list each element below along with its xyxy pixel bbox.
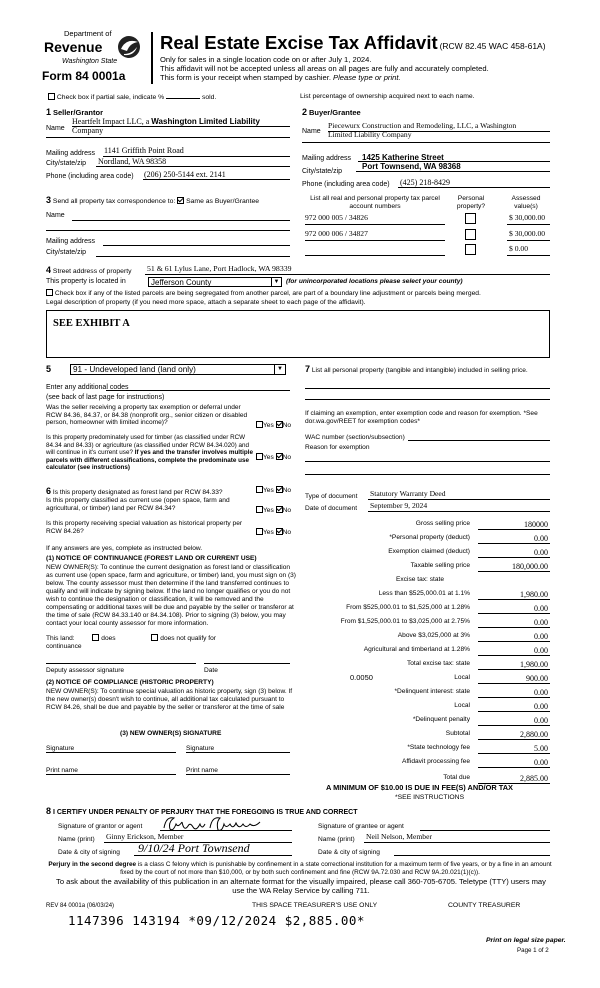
calc-row — [300, 684, 550, 698]
calc-value[interactable]: 0.00 — [478, 632, 550, 642]
no-label: No — [282, 454, 292, 461]
street-address-field[interactable]: 51 & 61 Lylus Lane, Port Hadlock, WA 98339 — [147, 264, 292, 273]
calc-value[interactable]: 0.00 — [478, 534, 550, 544]
yes-label: Yes — [263, 422, 274, 429]
county-value: Jefferson County — [151, 278, 212, 287]
assessed-value-field[interactable]: $ 30,000.00 — [509, 229, 546, 238]
no-label: No — [282, 507, 292, 514]
seller-city-label: City/state/zip — [46, 160, 87, 167]
tax-calculation — [300, 516, 556, 806]
personal-property-field[interactable] — [305, 388, 550, 389]
timber-no-checkbox[interactable] — [276, 453, 283, 460]
seller-name-line1: Heartfelt Impact LLC, a — [72, 117, 150, 126]
calc-row — [300, 544, 550, 558]
grantor-signature-label: Signature of grantor or agent — [58, 823, 143, 830]
seller-phone-label: Phone (including area code) — [46, 173, 134, 180]
header-note-1: Only for sales in a single location code on or after July 1, 2024. — [160, 55, 372, 64]
yes-label: Yes — [263, 507, 274, 514]
buyer-number: 2 — [302, 107, 308, 117]
calc-label: Total due — [443, 774, 470, 782]
seller-name-line1b: Washington Limited Liability — [151, 117, 260, 126]
deputy-date-label: Date — [204, 667, 218, 674]
grantee-date-label: Date & city of signing — [318, 849, 380, 856]
calc-label: Subtotal — [445, 730, 470, 738]
partial-sale-checkbox[interactable] — [48, 93, 55, 100]
calc-value[interactable]: 0.00 — [478, 618, 550, 628]
forest-yes-checkbox[interactable] — [256, 486, 263, 493]
calc-row — [300, 698, 550, 712]
calc-row — [300, 628, 550, 642]
same-as-buyer-label: Same as Buyer/Grantee — [186, 198, 260, 205]
doc-type-label: Type of document — [305, 493, 358, 500]
buyer-phone-label: Phone (including area code) — [302, 181, 390, 188]
parcel-account-header: List all real and personal property tax parcel account numbers — [310, 195, 440, 210]
calc-value[interactable]: 180000 — [478, 520, 550, 530]
dor-logo — [42, 30, 150, 86]
calc-label: Local — [454, 702, 470, 710]
legal-description-box[interactable] — [46, 310, 550, 358]
calc-value[interactable]: 900.00 — [478, 674, 550, 684]
form-number: Form 84 0001a — [42, 69, 126, 83]
grantor-date-label: Date & city of signing — [58, 849, 120, 856]
grantee-name-field[interactable]: Neil Nelson, Member — [366, 832, 433, 841]
grantee-signature-label: Signature of grantee or agent — [318, 823, 404, 830]
parcel-row — [305, 230, 550, 242]
section3-name-field[interactable] — [72, 220, 290, 221]
calc-value[interactable]: 180,000.00 — [478, 562, 550, 572]
forest-land-question: Is this property designated as forest land per RCW 84.33? — [52, 489, 223, 496]
calc-label: Gross selling price — [415, 520, 470, 528]
calc-label: From $1,525,000.01 to $3,025,000 at 2.75% — [340, 618, 470, 626]
calc-row — [300, 754, 550, 768]
calc-value[interactable]: 0.00 — [478, 758, 550, 768]
calc-value[interactable]: 0.00 — [478, 716, 550, 726]
calc-label: Local — [454, 674, 470, 682]
print-name-label: Print name — [46, 767, 78, 774]
parcel-assessed-header: Assessed value(s) — [511, 195, 541, 210]
calc-row — [300, 530, 550, 544]
exemption-reason-label: Reason for exemption — [305, 444, 370, 451]
buyer-city-label: City/state/zip — [302, 168, 343, 175]
exemption-no-checkbox[interactable] — [276, 421, 283, 428]
calc-value[interactable]: 2,885.00 — [478, 774, 550, 784]
grantee-signature-field[interactable] — [420, 830, 550, 831]
section3-mailing-field[interactable] — [103, 245, 290, 246]
perjury-notice — [46, 861, 554, 876]
perjury-text: is a class C felony which is punishable by confinement in a state correctional institution for a maximum term of five years, or by a fine in an amount fixed by the court of not more than $10,000, or by both such confinement and fine (RCW 9A.72.030 and RCW 9A.20.021(1)(c)). — [120, 861, 552, 876]
seller-heading: Seller/Grantor — [52, 108, 103, 117]
form-rcw: (RCW 82.45 WAC 458-61A) — [439, 41, 546, 51]
calc-value[interactable]: 2,880.00 — [478, 730, 550, 740]
doc-date-field[interactable]: September 9, 2024 — [370, 501, 428, 510]
calc-value[interactable]: 5.00 — [478, 744, 550, 754]
calc-row — [300, 614, 550, 628]
calc-row — [300, 572, 550, 586]
section8-number: 8 — [46, 806, 52, 816]
county-treasurer-label: COUNTY TREASURER — [448, 902, 521, 909]
parcel-account-field[interactable]: 972 000 005 / 34826 — [305, 213, 368, 222]
does-label: does — [101, 635, 116, 642]
exemption-yes-checkbox[interactable] — [256, 421, 263, 428]
page-number: Page 1 of 2 — [517, 947, 549, 954]
calc-row — [300, 558, 550, 572]
partial-sale-label: Check box if partial sale, indicate % — [56, 94, 165, 101]
land-use-select[interactable] — [70, 364, 286, 375]
timber-question — [46, 434, 256, 472]
list-pct-note: List percentage of ownership acquired next to each name. — [300, 93, 475, 100]
buyer-city-field[interactable]: Port Townsend, WA 98368 — [362, 162, 461, 171]
calc-label: *State technology fee — [407, 744, 470, 752]
parcel-personal-header: Personal property? — [456, 195, 486, 210]
does-not-checkbox[interactable] — [151, 634, 158, 641]
notice-continuance-body: NEW OWNER(S): To continue the current designation as forest land or classification as current use (open space, farm and agriculture, or timber) land, you must sign on (3) below. The county assessor must then determine if the land transferred continues to qualify and will indicate by signing below. If the land no longer qualifies or you do not wish to continue the designation or classification, it will be removed and the compensating or additional taxes will be due and payable by the seller or transferor at the time of sale (RCW 84.33.140 or 84.34.108). Prior to signing (3) below, you may contact your local county assessor for more information. — [46, 564, 296, 627]
calc-value[interactable]: 0.00 — [478, 646, 550, 656]
calc-row — [300, 712, 550, 726]
calc-row — [300, 586, 550, 600]
parcel-account-field[interactable]: 972 000 006 / 34827 — [305, 229, 368, 238]
current-use-no-checkbox[interactable] — [276, 506, 283, 513]
partial-pct-field[interactable] — [166, 98, 200, 99]
grantee-date-field[interactable] — [394, 855, 550, 856]
tax-exemption-question: Was the seller receiving a property tax exemption or deferral under RCW 84.36, 84.37, or 84.38 (nonprofit org., senior citizen or disabled person, homeowner with limited income)? — [46, 404, 248, 427]
assessed-value-field[interactable]: $ 30,000.00 — [509, 213, 546, 222]
segregated-label: Check box if any of the listed parcels are being segregated from another parcel, are part of a boundary line adjustment or parcels being merged. — [54, 290, 481, 297]
dropdown-arrow-icon[interactable]: ▼ — [274, 365, 285, 374]
calc-label: Agricultural and timberland at 1.28% — [363, 646, 470, 654]
calc-value[interactable]: 0.00 — [478, 688, 550, 698]
additional-codes-field[interactable] — [106, 390, 290, 391]
timber-yes-checkbox[interactable] — [256, 453, 263, 460]
print-name-label: Print name — [186, 767, 218, 774]
dept-revenue: Revenue — [44, 39, 103, 55]
county-select[interactable] — [148, 277, 282, 287]
calc-label: Excise tax: state — [395, 576, 444, 584]
buyer-name-line2: Limited Liability Company — [328, 129, 412, 139]
current-use-yes-checkbox[interactable] — [256, 506, 263, 513]
this-land-label: This land: — [46, 635, 75, 642]
local-rate: 0.0050 — [350, 673, 373, 683]
wac-number-label: WAC number (section/subsection) — [305, 434, 405, 441]
calc-value[interactable]: 1,980.00 — [478, 590, 550, 600]
section7-number: 7 — [305, 364, 311, 374]
calc-label: Less than $525,000.01 at 1.1% — [378, 590, 470, 598]
calc-label: Above $3,025,000 at 3% — [397, 632, 470, 640]
no-label: No — [282, 529, 292, 536]
current-use-question: Is this property classified as current use (open space, farm and agricultural, or timber) land per RCW 84.34? — [46, 497, 230, 512]
seller-number: 1 — [46, 107, 52, 117]
legal-size-note: Print on legal size paper. — [486, 937, 566, 944]
dept-state: Washington State — [62, 58, 118, 65]
revision-label: REV 84 0001a (06/03/24) — [46, 903, 115, 909]
yes-label: Yes — [263, 454, 274, 461]
no-label: No — [282, 487, 292, 494]
grantor-name-label: Name (print) — [58, 836, 95, 843]
section3-name-label: Name — [46, 212, 65, 219]
see-instructions-note: *SEE INSTRUCTIONS — [395, 794, 465, 801]
new-owner-signature-title: (3) NEW OWNER(S) SIGNATURE — [120, 730, 222, 737]
calc-label: *Delinquent interest: state — [394, 688, 470, 696]
personal-property-checkbox[interactable] — [465, 213, 476, 224]
section3-number: 3 — [46, 195, 52, 205]
forest-no-checkbox[interactable] — [276, 486, 283, 493]
calc-label: From $525,000.01 to $1,525,000 at 1.28% — [346, 604, 470, 612]
does-checkbox[interactable] — [92, 634, 99, 641]
exemption-reason-field[interactable] — [305, 461, 550, 462]
grantee-name-label: Name (print) — [318, 836, 355, 843]
grantor-date-field[interactable]: 9/10/24 Port Townsend — [138, 841, 250, 855]
same-as-buyer-checkbox[interactable] — [177, 197, 184, 204]
calc-label: Taxable selling price — [410, 562, 470, 570]
calc-row — [300, 656, 550, 670]
minimum-due-note: A MINIMUM OF $10.00 IS DUE IN FEE(S) AND/OR TAX — [326, 783, 513, 792]
form-title: Real Estate Excise Tax Affidavit — [160, 32, 438, 53]
segregated-checkbox[interactable] — [46, 289, 53, 296]
buyer-heading: Buyer/Grantee — [308, 108, 361, 117]
notice-compliance-title: (2) NOTICE OF COMPLIANCE (HISTORIC PROPERTY) — [46, 679, 214, 686]
calc-label: *Delinquent penalty — [412, 716, 470, 724]
calc-row — [300, 770, 550, 784]
treasurer-use-label: THIS SPACE TREASURER'S USE ONLY — [252, 902, 378, 909]
revenue-swirl-icon — [114, 34, 144, 60]
historic-no-checkbox[interactable] — [276, 528, 283, 535]
seller-mailing-label: Mailing address — [46, 150, 96, 157]
doc-type-field[interactable]: Statutory Warranty Deed — [370, 489, 446, 498]
located-in-label: This property is located in — [46, 278, 126, 285]
section3-mailing-label: Mailing address — [46, 238, 96, 245]
historic-question: Is this property receiving special valuation as historical property per RCW 84.26? — [46, 520, 243, 535]
calc-row — [300, 740, 550, 754]
parcel-row — [305, 245, 550, 257]
calc-label: Exemption claimed (deduct) — [388, 548, 470, 556]
calc-label: *Personal property (deduct) — [389, 534, 470, 542]
no-label: No — [282, 422, 292, 429]
seller-name-line2: Company — [72, 126, 104, 136]
continuance-label: continuance — [46, 643, 82, 650]
additional-codes-label: Enter any additional codes — [46, 384, 129, 391]
personal-property-label: List all personal property (tangible and intangible) included in selling price. — [311, 367, 528, 374]
see-back-note: (see back of last page for instructions) — [46, 394, 165, 401]
yes-label: Yes — [263, 487, 274, 494]
header-note-3: This form is your receipt when stamped by cashier. Please type or print. — [160, 73, 401, 82]
signature-label: Signature — [46, 745, 75, 752]
doc-date-label: Date of document — [305, 505, 358, 512]
assessed-value-field[interactable]: $ 0.00 — [509, 244, 528, 253]
seller-name-label: Name — [46, 125, 65, 132]
notice-continuance-title: (1) NOTICE OF CONTINUANCE (FOREST LAND OR CURRENT USE) — [46, 555, 257, 562]
perjury-bold: Perjury in the second degree — [48, 861, 137, 868]
calc-row — [300, 600, 550, 614]
buyer-phone-field[interactable]: (425) 218-8429 — [400, 178, 450, 187]
exemption-label: If claiming an exemption, enter exemption code and reason for exemption. *See dor.wa.gov/REET for exemption codes* — [305, 410, 538, 425]
buyer-mailing-label: Mailing address — [302, 155, 352, 162]
sold-label: sold. — [201, 94, 217, 101]
deputy-signature-label: Deputy assessor signature — [46, 667, 125, 674]
calc-row — [300, 670, 550, 684]
timber-question-bold: If yes and the transfer involves multiple parcels with different classifications, complete the predominate use calculator (see instructions) — [46, 449, 253, 472]
historic-yes-checkbox[interactable] — [256, 528, 263, 535]
dropdown-arrow-icon[interactable]: ▼ — [271, 278, 281, 286]
if-any-note: If any answers are yes, complete as instructed below. — [46, 545, 203, 552]
calc-label: Total excise tax: state — [406, 660, 470, 668]
calc-label: Affidavit processing fee — [401, 758, 470, 766]
notice-compliance-body: NEW OWNER(S): To continue special valuation as historic property, sign (3) below. If the new owner(s) doesn't wish to continue, all additional tax calculated pursuant to RCW 84.26, shall be due and payable by the seller or transferor at the time of sale — [46, 688, 293, 711]
deputy-signature-field[interactable] — [46, 663, 196, 664]
seller-phone-field[interactable]: (206) 250-5144 ext. 2141 — [144, 170, 226, 179]
parcel-row — [305, 214, 550, 226]
section4-number: 4 — [46, 265, 52, 275]
accessibility-note: To ask about the availability of this publication in an alternate format for the visually impaired, please call 360-705-6705. Teletype (TTY) users may use the WA Relay Service by calling 711. — [56, 877, 546, 895]
personal-property-checkbox[interactable] — [465, 244, 476, 255]
seller-mailing-field[interactable]: 1141 Griffith Point Road — [104, 146, 184, 155]
buyer-mailing-field[interactable]: 1425 Katherine Street — [362, 153, 444, 162]
calc-row — [300, 642, 550, 656]
calc-value[interactable]: 0.00 — [478, 702, 550, 712]
dept-line: Department of — [64, 29, 112, 38]
calc-row — [300, 726, 550, 740]
street-address-label: Street address of property — [52, 268, 132, 275]
header-divider — [151, 32, 153, 84]
section5-number: 5 — [46, 364, 52, 374]
section3-label: Send all property tax correspondence to: — [52, 198, 176, 205]
section3-city-label: City/state/zip — [46, 249, 87, 256]
cashier-stamp: 1147396 143194 *09/12/2024 $2,885.00* — [68, 913, 365, 928]
header-note-2: This affidavit will not be accepted unless all areas on all pages are fully and accurately completed. — [160, 64, 489, 73]
legal-description-text: SEE EXHIBIT A — [53, 318, 130, 329]
legal-description-label: Legal description of property (if you need more space, attach a separate sheet to each page of the affidavit). — [46, 299, 366, 306]
yes-label: Yes — [263, 529, 274, 536]
calc-value[interactable]: 1,980.00 — [478, 660, 550, 670]
buyer-name-label: Name — [302, 128, 321, 135]
wac-number-field[interactable] — [408, 440, 550, 441]
buyer-name-line1: Piecewurx Construction and Remodeling, LLC, a Washington — [328, 121, 517, 130]
section6-number: 6 — [46, 486, 52, 496]
certify-statement: I CERTIFY UNDER PENALTY OF PERJURY THAT THE FOREGOING IS TRUE AND CORRECT — [52, 809, 358, 816]
seller-city-field[interactable]: Nordland, WA 98358 — [98, 157, 167, 166]
calc-value[interactable]: 0.00 — [478, 548, 550, 558]
section3-city-field[interactable] — [96, 256, 290, 257]
deputy-date-field[interactable] — [204, 663, 290, 664]
timber-question-text: Is this property predominately used for timber (as classified under RCW 84.34 and 84.33) or agriculture (as classified under RCW 84.34.020) and will continue in it's current use? — [46, 434, 250, 457]
land-use-value: 91 - Undeveloped land (land only) — [73, 365, 196, 374]
does-not-label: does not qualify for — [160, 635, 216, 642]
uninc-note: (for unincorporated locations please select your county) — [286, 278, 463, 285]
calc-value[interactable]: 0.00 — [478, 604, 550, 614]
personal-property-checkbox[interactable] — [465, 229, 476, 240]
grantor-name-field[interactable]: Ginny Erickson, Member — [106, 832, 184, 841]
signature-label: Signature — [186, 745, 215, 752]
calc-row — [300, 516, 550, 530]
